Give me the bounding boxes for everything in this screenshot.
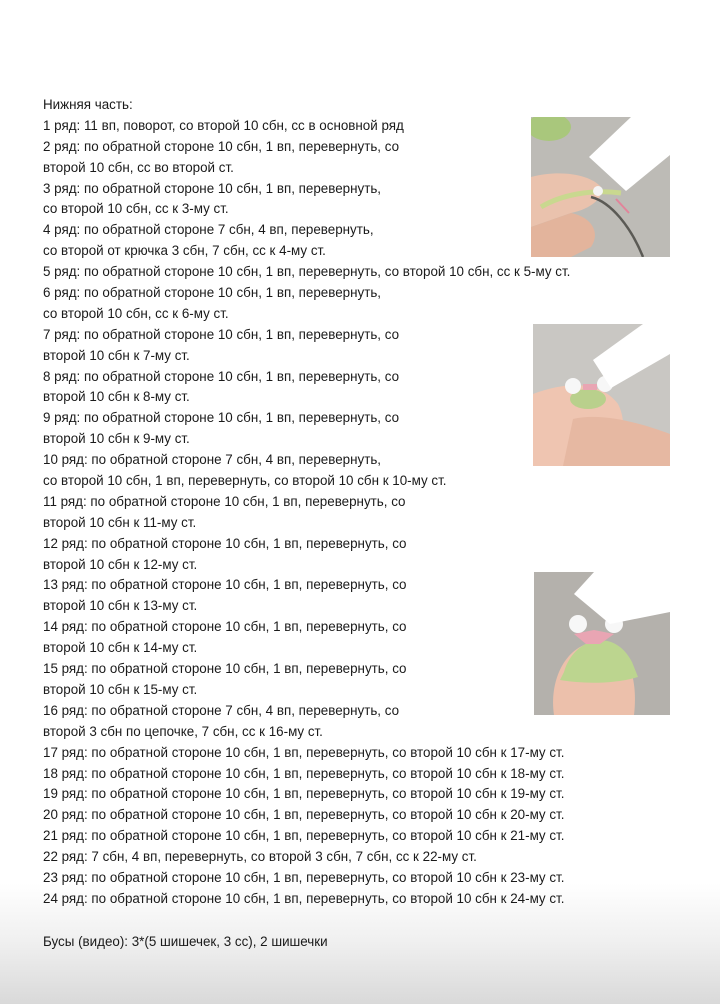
step-photo-skirt <box>534 572 670 715</box>
section-heading: Нижняя часть: <box>43 97 133 112</box>
row-line: со второй от крючка 3 сбн, 7 сбн, сс к 4-му ст. <box>43 243 326 259</box>
row-line: со второй 10 сбн, сс к 6-му ст. <box>43 305 229 321</box>
row-line: 6 ряд: по обратной стороне 10 сбн, 1 вп, перевернуть, <box>43 285 382 301</box>
row-line: со второй 10 сбн, сс к 3-му ст. <box>43 201 229 217</box>
row-line: 3 ряд: по обратной стороне 10 сбн, 1 вп, перевернуть, <box>43 180 382 196</box>
row-line: 14 ряд: по обратной стороне 10 сбн, 1 вп, перевернуть, со <box>43 619 407 635</box>
row-line: 9 ряд: по обратной стороне 10 сбн, 1 вп, перевернуть, со <box>43 410 400 426</box>
row-line: со второй 10 сбн, 1 вп, перевернуть, со второй 10 сбн к 10-му ст. <box>43 473 447 489</box>
row-line: второй 10 сбн к 8-му ст. <box>43 389 190 405</box>
row-line: второй 10 сбн, сс во второй ст. <box>43 159 234 175</box>
row-line: 5 ряд: по обратной стороне 10 сбн, 1 вп, перевернуть, со второй 10 сбн, сс к 5-му ст. <box>43 264 571 280</box>
row-line: 24 ряд: по обратной стороне 10 сбн, 1 вп, перевернуть, со второй 10 сбн к 24-му ст. <box>43 890 565 906</box>
row-line: 15 ряд: по обратной стороне 10 сбн, 1 вп, перевернуть, со <box>43 661 407 677</box>
row-line: второй 10 сбн к 9-му ст. <box>43 431 190 447</box>
row-line: 21 ряд: по обратной стороне 10 сбн, 1 вп, перевернуть, со второй 10 сбн к 21-му ст. <box>43 828 565 844</box>
row-line: 10 ряд: по обратной стороне 7 сбн, 4 вп, перевернуть, <box>43 452 382 468</box>
row-line: 17 ряд: по обратной стороне 10 сбн, 1 вп, перевернуть, со второй 10 сбн к 17-му ст. <box>43 744 565 760</box>
row-line: 18 ряд: по обратной стороне 10 сбн, 1 вп, перевернуть, со второй 10 сбн к 18-му ст. <box>43 765 565 781</box>
row-line: второй 10 сбн к 15-му ст. <box>43 681 198 697</box>
row-line: 2 ряд: по обратной стороне 10 сбн, 1 вп, перевернуть, со <box>43 138 400 154</box>
row-line: второй 10 сбн к 14-му ст. <box>43 640 198 656</box>
row-line: второй 3 сбн по цепочке, 7 сбн, сс к 16-му ст. <box>43 723 323 739</box>
row-line: 12 ряд: по обратной стороне 10 сбн, 1 вп, перевернуть, со <box>43 535 407 551</box>
row-line: 8 ряд: по обратной стороне 10 сбн, 1 вп, перевернуть, со <box>43 368 400 384</box>
row-line: 13 ряд: по обратной стороне 10 сбн, 1 вп, перевернуть, со <box>43 577 407 593</box>
row-line: 19 ряд: по обратной стороне 10 сбн, 1 вп, перевернуть, со второй 10 сбн к 19-му ст. <box>43 786 565 802</box>
row-line: 7 ряд: по обратной стороне 10 сбн, 1 вп, перевернуть, со <box>43 326 400 342</box>
row-line: второй 10 сбн к 11-му ст. <box>43 514 197 530</box>
row-line: 20 ряд: по обратной стороне 10 сбн, 1 вп, перевернуть, со второй 10 сбн к 20-му ст. <box>43 807 565 823</box>
row-line: 11 ряд: по обратной стороне 10 сбн, 1 вп, перевернуть, со <box>43 493 406 509</box>
row-line: второй 10 сбн к 12-му ст. <box>43 556 198 572</box>
row-line: 22 ряд: 7 сбн, 4 вп, перевернуть, со второй 3 сбн, 7 сбн, сс к 22-му ст. <box>43 849 477 865</box>
row-line: 1 ряд: 11 вп, поворот, со второй 10 сбн, сс в основной ряд <box>43 117 404 133</box>
row-line: второй 10 сбн к 13-му ст. <box>43 598 198 614</box>
row-line: 23 ряд: по обратной стороне 10 сбн, 1 вп, перевернуть, со второй 10 сбн к 23-му ст. <box>43 869 565 885</box>
step-photo-chain <box>531 117 670 257</box>
beads-instruction: Бусы (видео): 3*(5 шишечек, 3 сс), 2 шишечки <box>43 934 328 949</box>
step-photo-bow <box>533 324 670 466</box>
row-line: 4 ряд: по обратной стороне 7 сбн, 4 вп, перевернуть, <box>43 222 374 238</box>
row-line: второй 10 сбн к 7-му ст. <box>43 347 190 363</box>
row-line: 16 ряд: по обратной стороне 7 сбн, 4 вп, перевернуть, со <box>43 702 400 718</box>
